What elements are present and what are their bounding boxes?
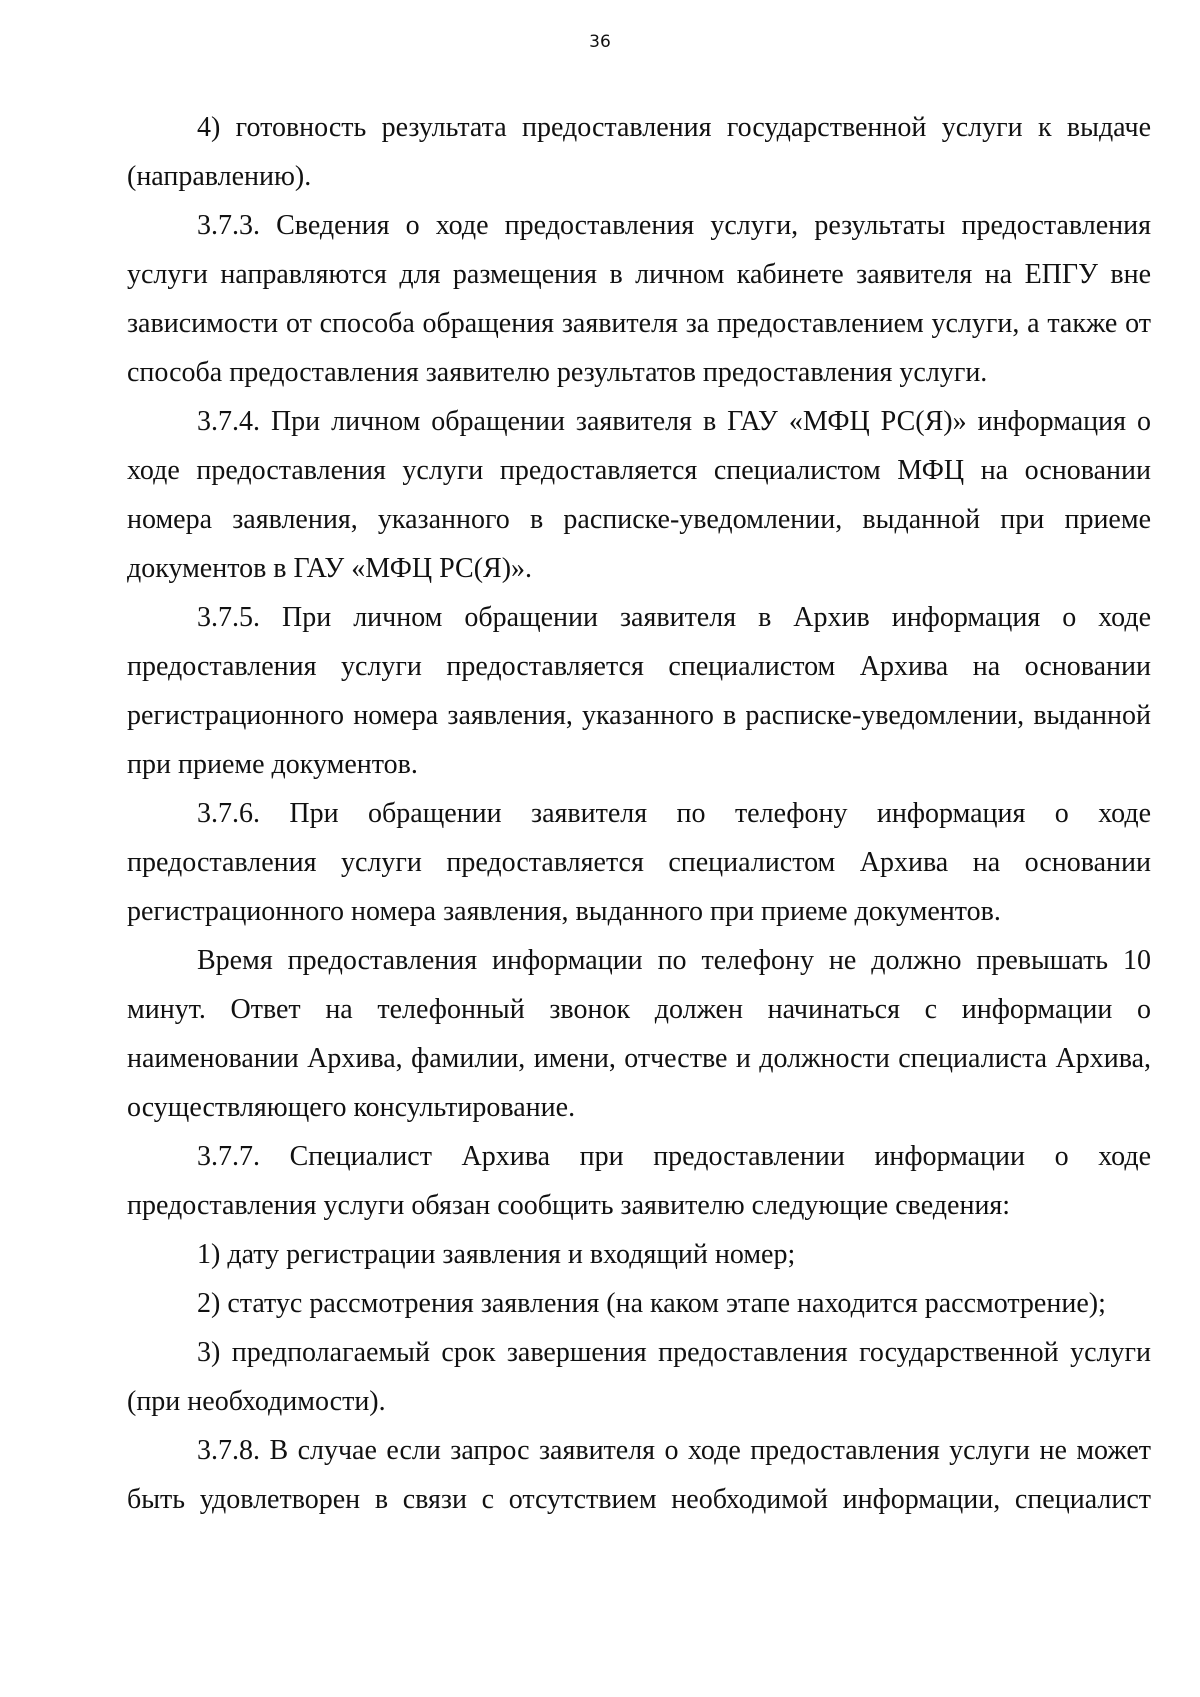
paragraph-3-7-3: 3.7.3. Сведения о ходе предоставления услуги, результаты предоставления услуги направляются для размещения в личном кабинете заявителя на ЕПГУ вне зависимости от способа обращения заявителя за предоставлением услуги, а также от способа предоставления заявителю результатов предоставления услуги. [127,210,1151,388]
paragraph-3-7-6: 3.7.6. При обращении заявителя по телефону информация о ходе предоставления услуги предоставляется специалистом Архива на основании регистрационного номера заявления, выданного при приеме документов. [127,798,1151,927]
paragraph-3-7-5: 3.7.5. При личном обращении заявителя в Архив информация о ходе предоставления услуги предоставляется специалистом Архива на основании регистрационного номера заявления, указанного в расписке-уведомлении, выданной при приеме документов. [127,602,1151,780]
document-body [127,103,1151,1524]
page-number: 36 [589,32,611,52]
paragraph-3-7-7: 3.7.7. Специалист Архива при предоставлении информации о ходе предоставления услуги обязан сообщить заявителю следующие сведения: [127,1141,1151,1221]
list-item-3: 3) предполагаемый срок завершения предоставления государственной услуги (при необходимости). [127,1337,1151,1417]
list-item-1: 1) дату регистрации заявления и входящий номер; [197,1239,796,1270]
list-item-2: 2) статус рассмотрения заявления (на каком этапе находится рассмотрение); [197,1288,1106,1319]
paragraph-3-7-8: 3.7.8. В случае если запрос заявителя о ходе предоставления услуги не может быть удовлетворен в связи с отсутствием необходимой информации, специалист [127,1435,1151,1515]
paragraph-3-7-4: 3.7.4. При личном обращении заявителя в ГАУ «МФЦ РС(Я)» информация о ходе предоставления услуги предоставляется специалистом МФЦ на основании номера заявления, указанного в расписке-уведомлении, выданной при приеме документов в ГАУ «МФЦ РС(Я)». [127,406,1151,584]
paragraph-item-4: 4) готовность результата предоставления государственной услуги к выдаче (направлению). [127,112,1151,192]
paragraph-phone-time: Время предоставления информации по телефону не должно превышать 10 минут. Ответ на телефонный звонок должен начинаться с информации о наименовании Архива, фамилии, имени, отчестве и должности специалиста Архива, осуществляющего консультирование. [127,945,1151,1123]
